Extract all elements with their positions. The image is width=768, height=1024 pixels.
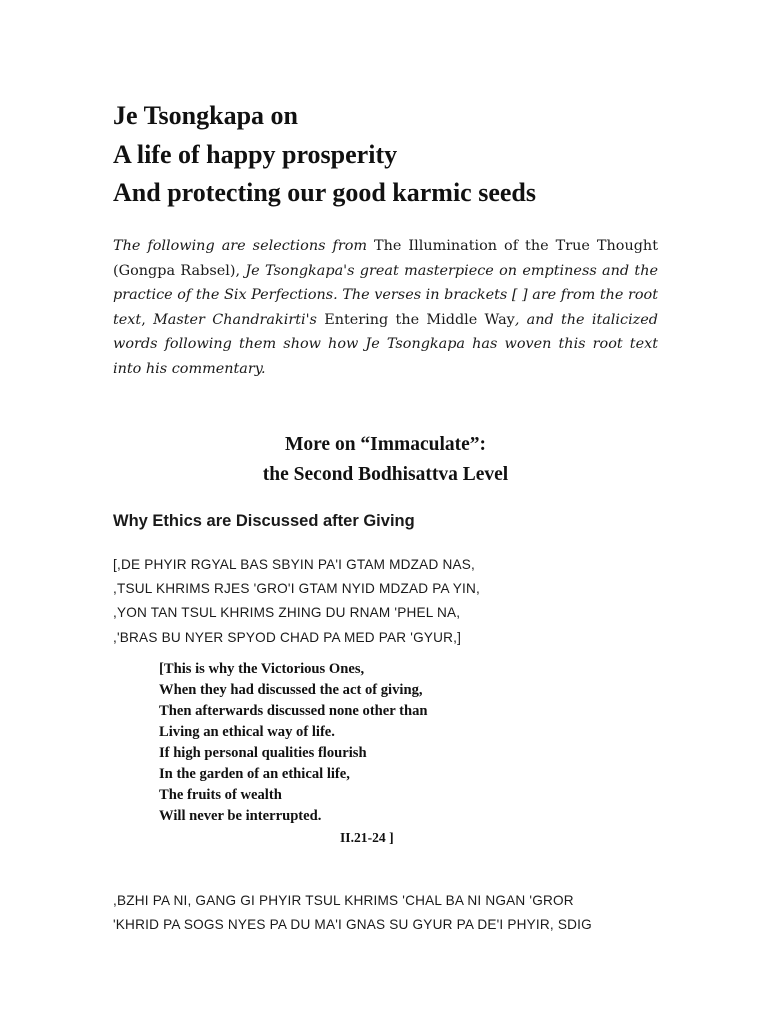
intro-root-text-title: Entering the Middle Way — [324, 311, 515, 328]
section-title — [113, 430, 658, 490]
english-verse-line: Then afterwards discussed none other than — [159, 703, 428, 719]
english-verse-line: Will never be interrupted. — [159, 808, 322, 824]
title-line: And protecting our good karmic seeds — [113, 178, 536, 207]
tibetan-verse-line: ,YON TAN TSUL KHRIMS ZHING DU RNAM 'PHEL NA, — [113, 605, 461, 621]
title-line: Je Tsongkapa on — [113, 101, 298, 130]
intro-author: Master Chandrakirti's — [153, 311, 325, 328]
tibetan-verse-line: [,DE PHYIR RGYAL BAS SBYIN PA'I GTAM MDZAD NAS, — [113, 557, 475, 572]
intro-paragraph — [113, 234, 658, 382]
tibetan-verse-line: ,TSUL KHRIMS RJES 'GRO'I GTAM NYID MDZAD PA YIN, — [113, 581, 481, 597]
english-verse — [159, 659, 428, 827]
commentary-line: 'KHRID PA SOGS NYES PA DU MA'I GNAS SU GYUR PA DE'I PHYIR, SDIG — [113, 917, 592, 933]
intro-text-italic: The following are selections from — [113, 238, 375, 254]
intro-text-italic: , and the italicized words following them show how Je Tsongkapa has woven this root text into his commentary. — [113, 311, 658, 377]
tibetan-commentary — [113, 889, 658, 937]
section-title-line: More on “Immaculate”: — [284, 434, 487, 455]
english-verse-line: Living an ethical way of life. — [159, 724, 335, 740]
verse-citation: II.21-24 ] — [340, 830, 394, 845]
tibetan-verse-line: ,'BRAS BU NYER SPYOD CHAD PA MED PAR 'GYUR,] — [113, 629, 462, 645]
section-title-line: the Second Bodhisattva Level — [262, 464, 509, 485]
english-verse-line: When they had discussed the act of giving, — [159, 682, 423, 698]
english-verse-line: [This is why the Victorious Ones, — [159, 661, 365, 677]
section-subheading: Why Ethics are Discussed after Giving — [113, 512, 415, 530]
english-verse-line: If high personal qualities flourish — [159, 745, 367, 761]
intro-book-title: The Illumination of the True Thought (Gongpa Rabsel) — [113, 238, 658, 279]
intro-text-italic: Je Tsongkapa's great masterpiece on emptiness and the practice of the Six Perfections. The verses in brackets [ ] are from the root text — [113, 262, 658, 328]
english-verse-line: The fruits of wealth — [159, 787, 282, 803]
intro-text-roman: , — [141, 311, 154, 328]
document-title — [113, 97, 536, 213]
intro-text-roman: , — [235, 262, 246, 279]
english-verse-line: In the garden of an ethical life, — [159, 766, 350, 782]
title-line: A life of happy prosperity — [113, 139, 398, 169]
tibetan-root-verse — [113, 553, 480, 650]
commentary-line: ,BZHI PA NI, GANG GI PHYIR TSUL KHRIMS 'CHAL BA NI NGAN 'GROR — [113, 893, 574, 908]
